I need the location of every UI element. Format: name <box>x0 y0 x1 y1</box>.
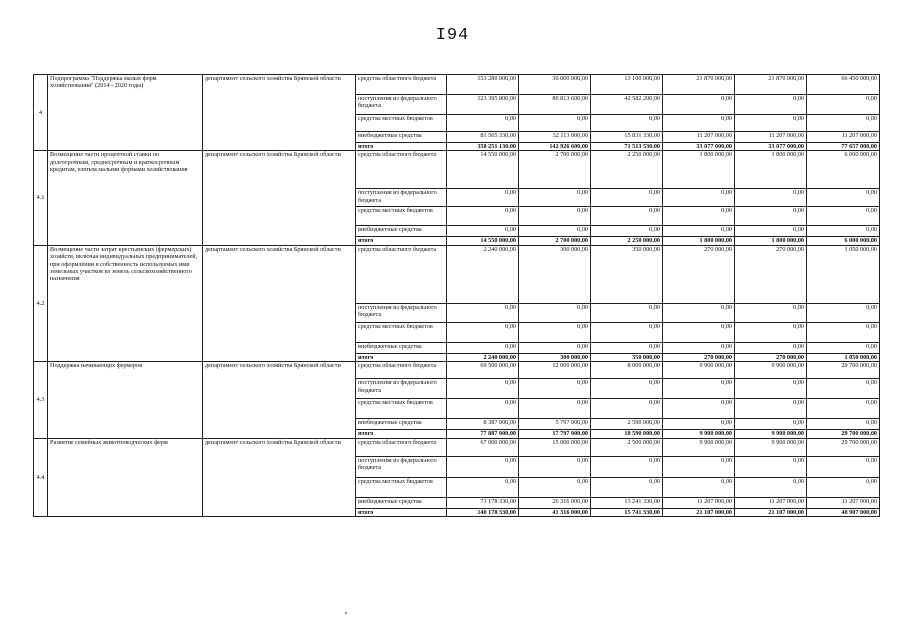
amount-cell: 1 800 000,00 <box>663 237 735 245</box>
amount-cell: 41 316 000,00 <box>519 508 591 516</box>
amount-cell: 1 050 000,00 <box>807 353 880 361</box>
funding-source: внебюджетные средства <box>356 132 447 143</box>
amount-cell: 0,00 <box>663 115 735 132</box>
measure-name: Подпрограмма "Поддержка малых форм хозяйствования" (2014 - 2020 годы) <box>48 75 203 151</box>
funding-source: средства местных бюджетов <box>356 322 447 342</box>
amount-cell: 30 000 000,00 <box>519 75 591 95</box>
amount-cell: 0,00 <box>663 379 735 399</box>
amount-cell: 300 000,00 <box>519 245 591 303</box>
amount-cell: 0,00 <box>447 189 519 207</box>
funding-source: итого <box>356 508 447 516</box>
amount-cell: 26 316 000,00 <box>519 497 591 508</box>
amount-cell: 0,00 <box>447 115 519 132</box>
table-body <box>34 75 880 517</box>
amount-cell: 0,00 <box>663 226 735 237</box>
amount-cell: 0,00 <box>519 477 591 497</box>
amount-cell: 81 565 330,00 <box>447 132 519 143</box>
amount-cell: 11 207 000,00 <box>735 132 807 143</box>
amount-cell: 1 800 000,00 <box>735 151 807 189</box>
amount-cell: 0,00 <box>807 115 880 132</box>
executor: департамент сельского хозяйства Брянской области <box>203 245 356 361</box>
funding-source: средства местных бюджетов <box>356 399 447 419</box>
amount-cell: 0,00 <box>591 342 663 353</box>
amount-cell: 0,00 <box>519 322 591 342</box>
funding-source: итого <box>356 430 447 438</box>
amount-cell: 0,00 <box>807 189 880 207</box>
measure-name: Поддержка начинающих фермеров <box>48 362 203 438</box>
measure-name: Возмещение части затрат крестьянских (фермерских) хозяйств, включая индивидуальных предпринимателей, при оформлении в собственность используемых ими земельных участков из земель сельскохозяйственного назначения <box>48 245 203 361</box>
amount-cell: 270 000,00 <box>663 245 735 303</box>
amount-cell: 11 207 000,00 <box>663 497 735 508</box>
amount-cell: 0,00 <box>807 399 880 419</box>
amount-cell: 0,00 <box>447 207 519 226</box>
amount-cell: 5 797 000,00 <box>519 419 591 430</box>
funding-source: средства областного бюджета <box>356 245 447 303</box>
amount-cell: 9 900 000,00 <box>663 362 735 379</box>
amount-cell: 0,00 <box>663 399 735 419</box>
amount-cell: 0,00 <box>591 207 663 226</box>
amount-cell: 21 107 000,00 <box>735 508 807 516</box>
amount-cell: 11 207 000,00 <box>807 497 880 508</box>
amount-cell: 6 000 000,00 <box>807 237 880 245</box>
amount-cell: 0,00 <box>447 322 519 342</box>
funding-source: итого <box>356 143 447 151</box>
funding-source: внебюджетные средства <box>356 226 447 237</box>
amount-cell: 123 395 800,00 <box>447 95 519 115</box>
page-number: I94 <box>435 26 470 45</box>
amount-cell: 0,00 <box>807 342 880 353</box>
table-row <box>34 151 880 189</box>
amount-cell: 270 000,00 <box>663 353 735 361</box>
amount-cell: 1 050 000,00 <box>807 245 880 303</box>
amount-cell: 2 250 000,00 <box>591 237 663 245</box>
amount-cell: 0,00 <box>807 226 880 237</box>
funding-source: средства областного бюджета <box>356 151 447 189</box>
amount-cell: 0,00 <box>447 456 519 477</box>
amount-cell: 0,00 <box>447 379 519 399</box>
amount-cell: 0,00 <box>807 456 880 477</box>
amount-cell: 80 813 600,00 <box>519 95 591 115</box>
amount-cell: 0,00 <box>663 456 735 477</box>
amount-cell: 1 800 000,00 <box>663 151 735 189</box>
funding-source: поступления из федерального бюджета <box>356 95 447 115</box>
amount-cell: 66 450 000,00 <box>807 75 880 95</box>
amount-cell: 42 582 200,00 <box>591 95 663 115</box>
table-row <box>34 245 880 303</box>
amount-cell: 12 000 000,00 <box>519 362 591 379</box>
amount-cell: 0,00 <box>591 115 663 132</box>
amount-cell: 270 000,00 <box>735 353 807 361</box>
amount-cell: 300 000,00 <box>519 353 591 361</box>
amount-cell: 67 000 000,00 <box>447 438 519 456</box>
amount-cell: 0,00 <box>807 379 880 399</box>
measure-name: Развитие семейных животноводческих ферм <box>48 438 203 516</box>
amount-cell: 0,00 <box>519 115 591 132</box>
amount-cell: 140 178 330,00 <box>447 508 519 516</box>
amount-cell: 0,00 <box>663 207 735 226</box>
amount-cell: 6 000 000,00 <box>807 151 880 189</box>
amount-cell: 13 241 330,00 <box>591 497 663 508</box>
amount-cell: 33 077 000,00 <box>735 143 807 151</box>
funding-source: средства местных бюджетов <box>356 115 447 132</box>
amount-cell: 0,00 <box>591 322 663 342</box>
amount-cell: 2 700 000,00 <box>519 151 591 189</box>
funding-source: внебюджетные средства <box>356 419 447 430</box>
amount-cell: 0,00 <box>663 477 735 497</box>
item-number: 4.1 <box>34 151 48 245</box>
amount-cell: 0,00 <box>735 95 807 115</box>
amount-cell: 0,00 <box>735 342 807 353</box>
amount-cell: 0,00 <box>663 95 735 115</box>
amount-cell: 11 207 000,00 <box>663 132 735 143</box>
amount-cell: 29 700 000,00 <box>807 430 880 438</box>
funding-source: внебюджетные средства <box>356 497 447 508</box>
amount-cell: 0,00 <box>519 303 591 322</box>
amount-cell: 8 000 000,00 <box>591 362 663 379</box>
amount-cell: 32 113 000,00 <box>519 132 591 143</box>
amount-cell: 14 550 000,00 <box>447 237 519 245</box>
executor: департамент сельского хозяйства Брянской области <box>203 75 356 151</box>
amount-cell: 0,00 <box>447 226 519 237</box>
amount-cell: 21 870 000,00 <box>735 75 807 95</box>
amount-cell: 153 280 000,00 <box>447 75 519 95</box>
amount-cell: 0,00 <box>807 477 880 497</box>
amount-cell: 0,00 <box>663 189 735 207</box>
amount-cell: 0,00 <box>519 456 591 477</box>
executor: департамент сельского хозяйства Брянской области <box>203 151 356 245</box>
amount-cell: 9 900 000,00 <box>735 362 807 379</box>
amount-cell: 0,00 <box>591 303 663 322</box>
funding-source: поступления из федерального бюджета <box>356 303 447 322</box>
amount-cell: 0,00 <box>735 477 807 497</box>
amount-cell: 0,00 <box>807 419 880 430</box>
amount-cell: 9 900 000,00 <box>663 430 735 438</box>
funding-source: средства областного бюджета <box>356 362 447 379</box>
amount-cell: 0,00 <box>447 303 519 322</box>
amount-cell: 77 657 000,00 <box>807 143 880 151</box>
amount-cell: 0,00 <box>591 189 663 207</box>
amount-cell: 0,00 <box>735 115 807 132</box>
amount-cell: 0,00 <box>663 342 735 353</box>
amount-cell: 0,00 <box>663 303 735 322</box>
amount-cell: 0,00 <box>735 399 807 419</box>
amount-cell: 0,00 <box>807 322 880 342</box>
funding-source: итого <box>356 237 447 245</box>
amount-cell: 14 550 000,00 <box>447 151 519 189</box>
amount-cell: 0,00 <box>735 303 807 322</box>
amount-cell: 29 700 000,00 <box>807 438 880 456</box>
amount-cell: 9 900 000,00 <box>663 438 735 456</box>
amount-cell: 0,00 <box>447 399 519 419</box>
amount-cell: 0,00 <box>735 207 807 226</box>
item-number: 4.3 <box>34 362 48 438</box>
amount-cell: 0,00 <box>447 477 519 497</box>
amount-cell: 8 387 000,00 <box>447 419 519 430</box>
amount-cell: 350 000,00 <box>591 245 663 303</box>
budget-table <box>33 74 880 517</box>
amount-cell: 142 926 600,00 <box>519 143 591 151</box>
amount-cell: 2 590 000,00 <box>591 419 663 430</box>
amount-cell: 15 741 330,00 <box>591 508 663 516</box>
amount-cell: 21 107 000,00 <box>663 508 735 516</box>
amount-cell: 73 178 330,00 <box>447 497 519 508</box>
amount-cell: 0,00 <box>807 303 880 322</box>
amount-cell: 0,00 <box>735 456 807 477</box>
amount-cell: 0,00 <box>591 379 663 399</box>
amount-cell: 0,00 <box>591 226 663 237</box>
amount-cell: 15 000 000,00 <box>519 438 591 456</box>
funding-source: средства областного бюджета <box>356 75 447 95</box>
amount-cell: 11 207 000,00 <box>735 497 807 508</box>
amount-cell: 0,00 <box>519 342 591 353</box>
amount-cell: 40 907 000,00 <box>807 508 880 516</box>
scan-speck <box>345 612 347 614</box>
amount-cell: 0,00 <box>807 207 880 226</box>
funding-source: внебюджетные средства <box>356 342 447 353</box>
amount-cell: 0,00 <box>591 399 663 419</box>
table-row <box>34 362 880 379</box>
amount-cell: 0,00 <box>519 226 591 237</box>
amount-cell: 270 000,00 <box>735 245 807 303</box>
amount-cell: 1 800 000,00 <box>735 237 807 245</box>
amount-cell: 0,00 <box>735 322 807 342</box>
amount-cell: 0,00 <box>735 419 807 430</box>
amount-cell: 2 240 000,00 <box>447 245 519 303</box>
amount-cell: 9 900 000,00 <box>735 438 807 456</box>
amount-cell: 0,00 <box>807 95 880 115</box>
table-row <box>34 75 880 95</box>
amount-cell: 77 887 000,00 <box>447 430 519 438</box>
executor: департамент сельского хозяйства Брянской области <box>203 438 356 516</box>
amount-cell: 21 870 000,00 <box>663 75 735 95</box>
amount-cell: 33 077 000,00 <box>663 143 735 151</box>
amount-cell: 0,00 <box>519 399 591 419</box>
amount-cell: 69 500 000,00 <box>447 362 519 379</box>
amount-cell: 0,00 <box>735 379 807 399</box>
amount-cell: 2 240 000,00 <box>447 353 519 361</box>
amount-cell: 2 250 000,00 <box>591 151 663 189</box>
amount-cell: 0,00 <box>591 456 663 477</box>
item-number: 4.2 <box>34 245 48 361</box>
amount-cell: 358 251 130,00 <box>447 143 519 151</box>
executor: департамент сельского хозяйства Брянской области <box>203 362 356 438</box>
funding-source: средства местных бюджетов <box>356 477 447 497</box>
amount-cell: 29 700 000,00 <box>807 362 880 379</box>
amount-cell: 2 500 000,00 <box>591 438 663 456</box>
amount-cell: 0,00 <box>447 342 519 353</box>
amount-cell: 0,00 <box>663 322 735 342</box>
amount-cell: 350 000,00 <box>591 353 663 361</box>
amount-cell: 10 590 000,00 <box>591 430 663 438</box>
amount-cell: 0,00 <box>519 207 591 226</box>
amount-cell: 71 513 530,00 <box>591 143 663 151</box>
amount-cell: 0,00 <box>735 189 807 207</box>
funding-source: поступления из федерального бюджета <box>356 379 447 399</box>
item-number: 4.4 <box>34 438 48 516</box>
amount-cell: 17 797 000,00 <box>519 430 591 438</box>
amount-cell: 15 831 330,00 <box>591 132 663 143</box>
amount-cell: 0,00 <box>519 379 591 399</box>
amount-cell: 0,00 <box>735 226 807 237</box>
item-number: 4 <box>34 75 48 151</box>
table-row <box>34 438 880 456</box>
funding-source: поступления из федерального бюджета <box>356 456 447 477</box>
amount-cell: 11 207 000,00 <box>807 132 880 143</box>
funding-source: средства местных бюджетов <box>356 207 447 226</box>
funding-source: средства областного бюджета <box>356 438 447 456</box>
amount-cell: 0,00 <box>591 477 663 497</box>
funding-source: итого <box>356 353 447 361</box>
amount-cell: 13 100 000,00 <box>591 75 663 95</box>
measure-name: Возмещение части процентной ставки по долгосрочным, среднесрочным и краткосрочным кредитам, взятым малыми формами хозяйствования <box>48 151 203 245</box>
amount-cell: 2 700 000,00 <box>519 237 591 245</box>
amount-cell: 0,00 <box>663 419 735 430</box>
funding-source: поступления из федерального бюджета <box>356 189 447 207</box>
amount-cell: 0,00 <box>519 189 591 207</box>
amount-cell: 9 900 000,00 <box>735 430 807 438</box>
